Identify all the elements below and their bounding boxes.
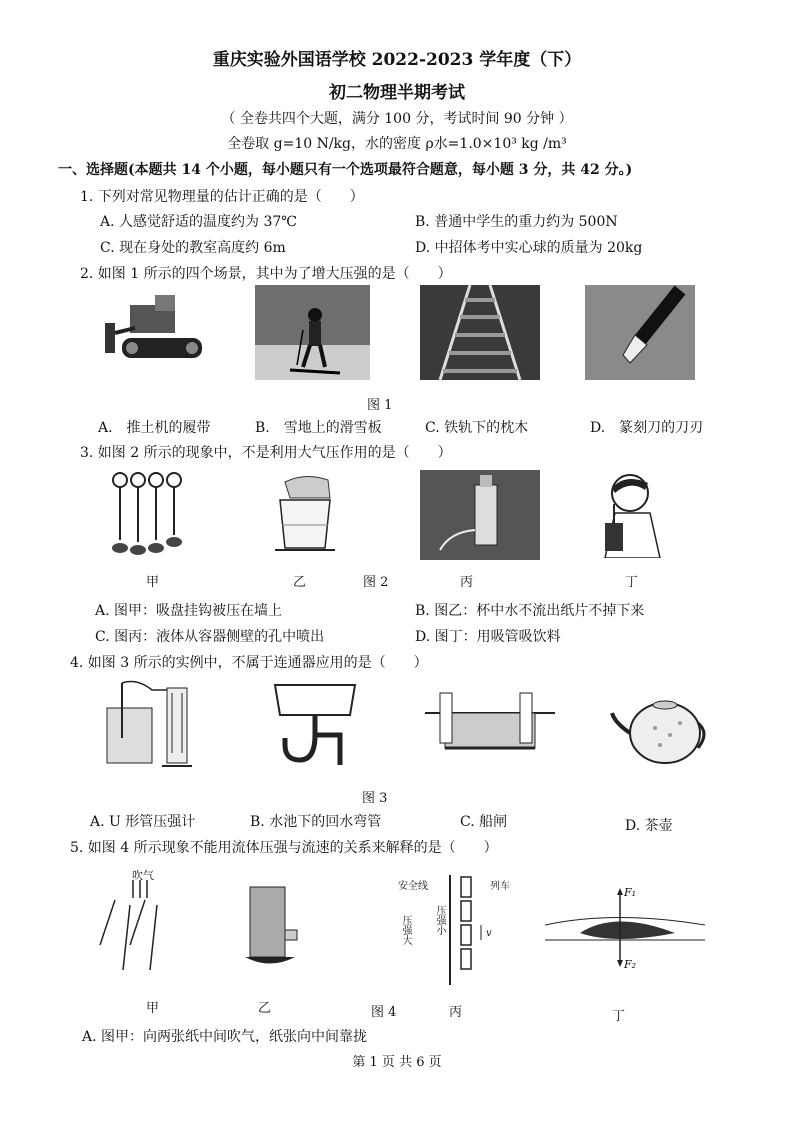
drinking-straw-image: [590, 468, 665, 558]
fig4-velocity-label: v: [486, 928, 492, 939]
skier-image: [255, 285, 370, 380]
fig2-label-ding: 丁: [625, 575, 639, 590]
q3-option-a[interactable]: A. 图甲：吸盘挂钩被压在墙上: [95, 603, 283, 619]
cup-paper-image: [270, 470, 340, 555]
figure3-caption: 图 3: [362, 791, 388, 806]
q1-option-d[interactable]: D. 中招体考中实心球的质量为 20kg: [415, 240, 643, 256]
q5-stem: 5. 如图 4 所示现象不能用流体压强与流速的关系来解释的是（ ）: [70, 840, 498, 856]
suction-hooks-image: [108, 470, 188, 560]
carving-knife-image: [585, 285, 695, 380]
figure1-caption: 图 1: [367, 398, 393, 413]
q4-option-b[interactable]: B. 水池下的回水弯管: [250, 814, 382, 830]
fig4-train-label: 列车: [490, 881, 510, 892]
railway-sleepers-image: [420, 285, 540, 380]
bulldozer-image: [100, 293, 210, 368]
u-tube-manometer-image: [92, 678, 202, 773]
q4-stem: 4. 如图 3 所示的实例中，不属于连通器应用的是（ ）: [70, 655, 428, 671]
figure2-caption: 图 2: [363, 575, 389, 590]
fig4-f2-label: F₂: [624, 958, 637, 971]
fig4-label-jia: 甲: [146, 1001, 160, 1016]
q3-stem: 3. 如图 2 所示的现象中，不是利用大气压作用的是（ ）: [80, 445, 452, 461]
fig4-safety-line-label: 安全线: [398, 881, 428, 892]
q4-option-d[interactable]: D. 茶壶: [625, 818, 673, 834]
fig2-label-yi: 乙: [293, 575, 307, 590]
sink-trap-image: [270, 680, 360, 775]
q4-option-c[interactable]: C. 船闸: [460, 814, 508, 830]
page-number: 第 1 页 共 6 页: [352, 1055, 442, 1070]
q1-option-b[interactable]: B. 普通中学生的重力约为 500N: [415, 214, 618, 230]
q4-option-a[interactable]: A. U 形管压强计: [90, 814, 196, 830]
q2-stem: 2. 如图 1 所示的四个场景，其中为了增大压强的是（ ）: [80, 266, 452, 282]
teapot-image: [610, 683, 710, 768]
q2-option-d[interactable]: D. 篆刻刀的刀刃: [590, 420, 704, 436]
q2-option-a[interactable]: A. 推土机的履带: [98, 420, 211, 436]
q3-option-b[interactable]: B. 图乙：杯中水不流出纸片不掉下来: [415, 603, 645, 619]
water-bottle-image: [240, 885, 300, 970]
q1-stem: 1. 下列对常见物理量的估计正确的是（ ）: [80, 189, 364, 205]
ship-lock-image: [425, 688, 555, 763]
fig2-label-jia: 甲: [146, 575, 160, 590]
train-platform-image: [445, 875, 490, 990]
fig4-pressure-small-label: 压强小: [434, 905, 445, 935]
exam-subtitle: 初二物理半期考试: [329, 83, 465, 103]
fig4-label-bing: 丙: [449, 1005, 463, 1020]
section1-heading: 一、选择题(本题共 14 个小题，每小题只有一个选项最符合题意，每小题 3 分，共 42 分。): [58, 162, 633, 178]
q3-option-c[interactable]: C. 图丙：液体从容器侧壁的孔中喷出: [95, 629, 325, 645]
exam-info: （ 全卷共四个大题，满分 100 分，考试时间 90 分钟 ）: [221, 111, 573, 127]
fig4-blow-label: 吹气: [132, 869, 154, 882]
constants-line: 全卷取 g=10 N/kg，水的密度 ρ水=1.0×10³ kg /m³: [227, 136, 567, 152]
fig4-label-ding: 丁: [612, 1009, 626, 1024]
fig2-label-bing: 丙: [460, 575, 474, 590]
exam-title: 重庆实验外国语学校 2022-2023 学年度（下）: [212, 50, 582, 70]
q3-option-d[interactable]: D. 图丁：用吸管吸饮料: [415, 629, 561, 645]
figure4-caption: 图 4: [371, 1005, 397, 1020]
q2-option-b[interactable]: B. 雪地上的滑雪板: [255, 420, 382, 436]
q1-option-a[interactable]: A. 人感觉舒适的温度约为 37℃: [100, 214, 297, 230]
fig4-f1-label: F₁: [624, 886, 637, 899]
paper-blow-image: [95, 880, 175, 975]
q2-option-c[interactable]: C. 铁轨下的枕木: [425, 420, 529, 436]
fig4-pressure-big-label: 压强大: [400, 915, 411, 945]
container-jet-image: [420, 470, 540, 560]
fig4-label-yi: 乙: [258, 1001, 272, 1016]
q5-option-a[interactable]: A. 图甲：向两张纸中间吹气，纸张向中间靠拢: [82, 1029, 368, 1045]
q1-option-c[interactable]: C. 现在身处的教室高度约 6m: [100, 240, 286, 256]
